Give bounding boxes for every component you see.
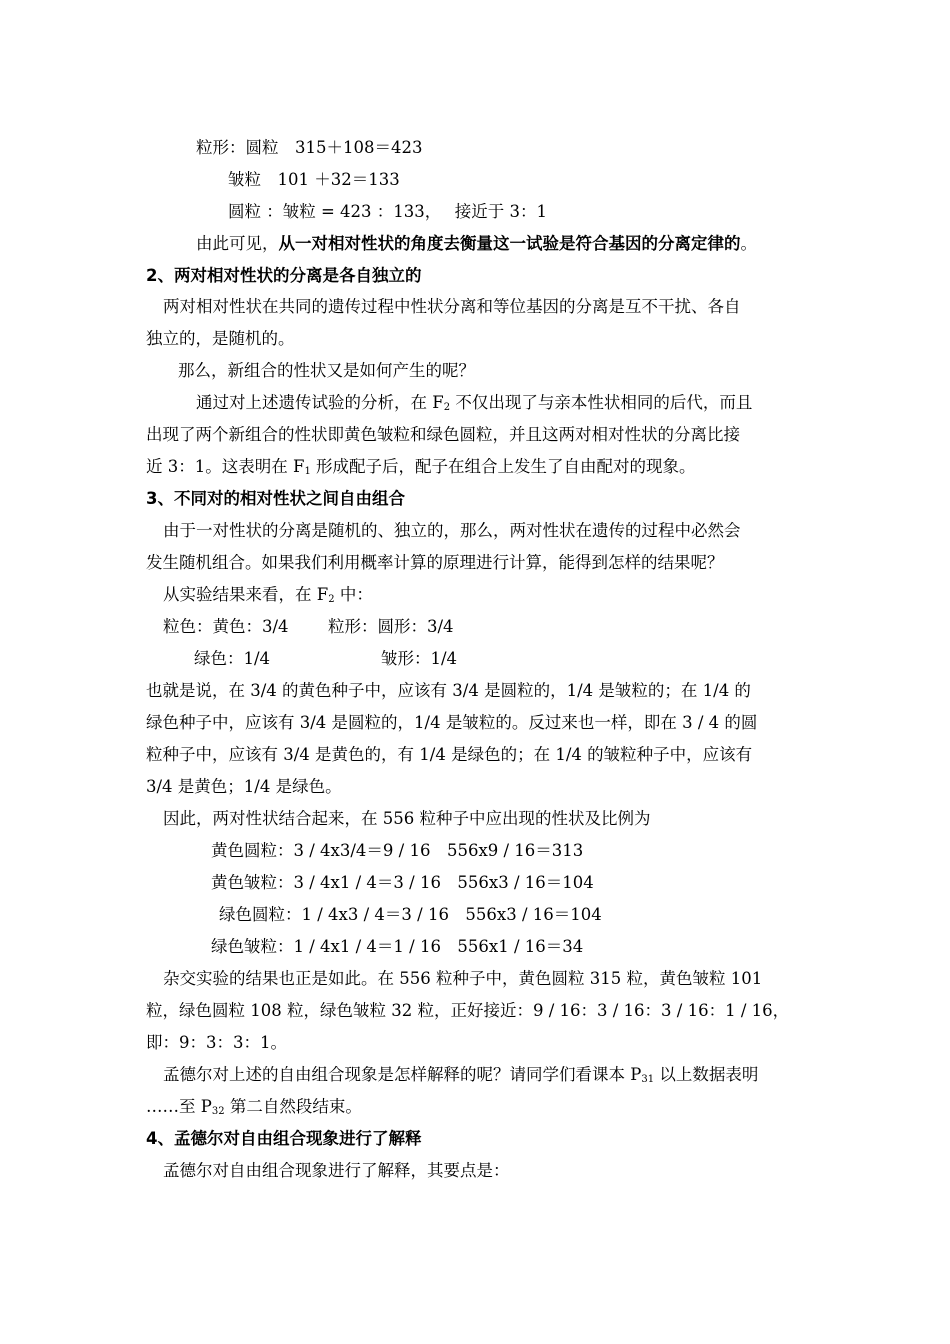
text-span: 中： bbox=[334, 585, 373, 604]
text-line bbox=[163, 585, 373, 610]
subscript: 32 bbox=[211, 1106, 225, 1117]
text-line bbox=[196, 393, 752, 418]
text-line: 粒形：圆形：3/4 bbox=[328, 617, 454, 636]
text-span: 以上数据表明 bbox=[654, 1065, 759, 1084]
text-span: 通过对上述遗传试验的分析，在 F bbox=[196, 393, 444, 412]
text-line bbox=[146, 1097, 362, 1122]
text-line: 发生随机组合。如果我们利用概率计算的原理进行计算，能得到怎样的结果呢？ bbox=[146, 553, 724, 572]
text-line: 皱形：1/4 bbox=[381, 649, 458, 668]
text-span: 从实验结果来看，在 F bbox=[163, 585, 329, 604]
calc-line: 绿色皱粒：1 / 4x1 / 4＝1 / 16 556x1 / 16＝34 bbox=[211, 937, 584, 956]
text-line: 也就是说，在 3/4 的黄色种子中，应该有 3/4 是圆粒的，1/4 是皱粒的；在 1/4 的 bbox=[146, 681, 751, 700]
text-span: 近 3：1。这表明在 F bbox=[146, 457, 305, 476]
section-heading: 3、不同对的相对性状之间自由组合 bbox=[146, 489, 405, 508]
text-line: 粒种子中，应该有 3/4 是黄色的，有 1/4 是绿色的；在 1/4 的皱粒种子中，应该有 bbox=[146, 745, 753, 764]
text-span: 。 bbox=[740, 234, 757, 253]
subscript: 31 bbox=[641, 1074, 655, 1085]
calc-line: 黄色皱粒：3 / 4x1 / 4＝3 / 16 556x3 / 16＝104 bbox=[211, 873, 594, 892]
text-line: 孟德尔对自由组合现象进行了解释，其要点是： bbox=[163, 1161, 510, 1180]
calc-line: 绿色圆粒：1 / 4x3 / 4＝3 / 16 556x3 / 16＝104 bbox=[219, 905, 602, 924]
text-line bbox=[163, 1065, 758, 1090]
subscript: 1 bbox=[304, 466, 311, 477]
subscript: 2 bbox=[328, 594, 335, 605]
text-line: 出现了两个新组合的性状即黄色皱粒和绿色圆粒，并且这两对相对性状的分离比接 bbox=[146, 425, 740, 444]
text-line: 粒形：圆粒 315＋108＝423 bbox=[196, 138, 423, 157]
text-line: 那么，新组合的性状又是如何产生的呢？ bbox=[178, 361, 475, 380]
text-line: 绿色：1/4 bbox=[194, 649, 271, 668]
text-line bbox=[196, 234, 757, 254]
text-line: 即：9：3：3：1。 bbox=[146, 1033, 287, 1052]
text-span: ……至 P bbox=[146, 1097, 212, 1116]
text-span: 不仅出现了与亲本性状相同的后代，而且 bbox=[450, 393, 753, 412]
bold-conclusion: 从一对相对性状的角度去衡量这一试验是符合基因的分离定律的 bbox=[278, 234, 741, 253]
text-line: 因此，两对性状结合起来，在 556 粒种子中应出现的性状及比例为 bbox=[163, 809, 651, 828]
text-line: 皱粒 101 ＋32＝133 bbox=[228, 170, 400, 189]
section-heading: 2、两对相对性状的分离是各自独立的 bbox=[146, 266, 422, 285]
text-line bbox=[146, 457, 696, 482]
section-heading: 4、孟德尔对自由组合现象进行了解释 bbox=[146, 1129, 422, 1148]
text-line: 圆粒 ：皱粒 = 423 ：133， 接近于 3：1 bbox=[228, 202, 548, 221]
text-line: 杂交实验的结果也正是如此。在 556 粒种子中，黄色圆粒 315 粒，黄色皱粒 101 bbox=[163, 969, 763, 988]
text-span: 孟德尔对上述的自由组合现象是怎样解释的呢？请同学们看课本 P bbox=[163, 1065, 642, 1084]
text-line: 粒色：黄色：3/4 bbox=[163, 617, 289, 636]
subscript: 2 bbox=[443, 402, 451, 413]
text-line: 独立的，是随机的。 bbox=[146, 329, 295, 348]
text-line: 绿色种子中，应该有 3/4 是圆粒的，1/4 是皱粒的。反过来也一样，即在 3 / 4 的圆 bbox=[146, 713, 758, 732]
text-line: 粒，绿色圆粒 108 粒，绿色皱粒 32 粒，正好接近：9 / 16：3 / 16：3 / 16：1 / 16， bbox=[146, 1001, 790, 1020]
calc-line: 黄色圆粒：3 / 4x3/4＝9 / 16 556x9 / 16＝313 bbox=[211, 841, 584, 860]
text-span: 形成配子后，配子在组合上发生了自由配对的现象。 bbox=[310, 457, 696, 476]
text-line: 3/4 是黄色；1/4 是绿色。 bbox=[146, 777, 342, 796]
text-span: 由此可见， bbox=[196, 234, 279, 253]
text-line: 由于一对性状的分离是随机的、独立的，那么，两对性状在遗传的过程中必然会 bbox=[163, 521, 741, 540]
text-line: 两对相对性状在共同的遗传过程中性状分离和等位基因的分离是互不干扰、各自 bbox=[163, 297, 741, 316]
text-span: 第二自然段结束。 bbox=[224, 1097, 362, 1116]
